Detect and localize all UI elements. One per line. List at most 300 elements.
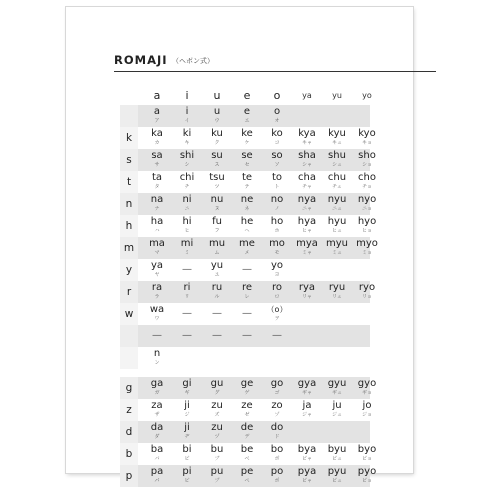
katakana-text: オ <box>274 118 280 124</box>
syllable-cell <box>355 444 379 465</box>
column-header-yo: yo <box>362 91 372 100</box>
romaji-text: jo <box>362 400 372 411</box>
romaji-text: pya <box>297 466 317 477</box>
katakana-text: ミョ <box>362 250 372 256</box>
romaji-text: pi <box>182 466 192 477</box>
syllable-cell <box>235 150 259 171</box>
katakana-text: キョ <box>361 140 372 146</box>
syllable-cell <box>145 304 169 325</box>
romaji-text: sho <box>358 150 376 161</box>
syllable-cell <box>205 304 229 325</box>
romaji-text: tsu <box>209 172 225 183</box>
table-row <box>120 171 376 193</box>
syllable-cell <box>145 378 169 399</box>
romaji-text: wa <box>149 304 165 315</box>
syllable-cell <box>265 238 289 259</box>
katakana-text: ア <box>154 118 160 124</box>
romaji-text: sha <box>298 150 316 161</box>
katakana-text: ヒョ <box>361 228 372 234</box>
syllable-cell <box>265 466 289 487</box>
romaji-text: hyu <box>327 216 347 227</box>
romaji-text: n <box>153 348 161 359</box>
table-row <box>120 347 370 369</box>
table-row <box>120 421 370 443</box>
table-row <box>120 215 377 237</box>
romaji-text: zu <box>211 422 223 433</box>
romaji-text: cha <box>298 172 316 183</box>
syllable-cell <box>325 466 349 487</box>
katakana-text: ウ <box>214 118 220 124</box>
column-header-e: e <box>243 89 251 102</box>
romaji-text: go <box>270 378 284 389</box>
romaji-text: pu <box>210 466 224 477</box>
empty-dash: — <box>272 330 282 341</box>
syllable-cell <box>265 128 289 149</box>
katakana-text: ヂ <box>184 434 190 440</box>
katakana-text: チュ <box>332 184 342 190</box>
katakana-text: ス <box>214 162 220 168</box>
katakana-text: ユ <box>214 272 220 278</box>
syllable-cell <box>145 172 169 193</box>
syllable-cell <box>175 238 199 259</box>
column-header-u: u <box>213 89 221 102</box>
syllable-cell <box>235 326 259 347</box>
table-row <box>120 193 377 215</box>
katakana-text: ショ <box>362 162 372 168</box>
row-label: d <box>120 421 138 443</box>
romaji-text: gi <box>182 378 192 389</box>
katakana-text: ミャ <box>302 250 312 256</box>
romaji-text: ya <box>150 260 164 271</box>
row-label: s <box>120 149 138 171</box>
syllable-cell <box>175 282 199 303</box>
syllable-cell <box>205 128 229 149</box>
katakana-text: ベ <box>244 456 250 462</box>
katakana-text: ニ <box>184 206 190 212</box>
row-label: w <box>120 303 138 325</box>
romaji-text: hya <box>297 216 317 227</box>
katakana-text: ギュ <box>331 390 342 396</box>
syllable-cell <box>265 378 289 399</box>
katakana-text: ヤ <box>154 272 160 278</box>
katakana-text: ホ <box>274 228 280 234</box>
katakana-text: ク <box>214 140 220 146</box>
row-label: k <box>120 127 138 149</box>
romaji-text: ryo <box>358 282 376 293</box>
column-header-ya: ya <box>302 91 312 100</box>
syllable-cell <box>265 150 289 171</box>
syllable-cell <box>145 400 169 421</box>
romaji-text: ge <box>240 378 254 389</box>
katakana-text: タ <box>154 184 160 190</box>
katakana-text: コ <box>274 140 280 146</box>
katakana-text: ビョ <box>361 456 372 462</box>
syllable-cell <box>325 216 349 237</box>
romaji-text: ru <box>211 282 223 293</box>
romaji-text: ryu <box>328 282 346 293</box>
row-label: g <box>120 377 138 399</box>
katakana-text: ヘ <box>244 228 250 234</box>
katakana-text: ネ <box>244 206 250 212</box>
syllable-cell <box>175 194 199 215</box>
syllable-cell <box>355 378 379 399</box>
romaji-text: su <box>211 150 223 161</box>
column-header-yu: yu <box>332 91 342 100</box>
romaji-text: ju <box>332 400 342 411</box>
syllable-cell <box>355 172 379 193</box>
katakana-text: ニャ <box>301 206 312 212</box>
empty-dash: — <box>182 330 192 341</box>
romaji-text: he <box>240 216 254 227</box>
syllable-cell <box>205 466 229 487</box>
syllable-cell <box>325 378 349 399</box>
page-subtitle: （ヘボン式） <box>172 57 214 65</box>
romaji-text: fu <box>212 216 222 227</box>
romaji-text: u <box>213 106 221 117</box>
romaji-text: byu <box>327 444 347 455</box>
column-header-a: a <box>153 89 161 102</box>
syllable-cell <box>265 326 289 347</box>
katakana-text: ヒャ <box>301 228 312 234</box>
syllable-cell <box>235 378 259 399</box>
katakana-text: ギャ <box>301 390 312 396</box>
table-row <box>120 303 370 325</box>
romaji-text: byo <box>357 444 377 455</box>
katakana-text: キュ <box>331 140 342 146</box>
katakana-text: キャ <box>301 140 312 146</box>
romaji-text: se <box>241 150 253 161</box>
row-label <box>120 105 138 127</box>
syllable-cell <box>145 422 169 443</box>
romaji-text: rya <box>298 282 316 293</box>
table-row <box>120 237 378 259</box>
syllable-cell <box>205 282 229 303</box>
katakana-text: ゾ <box>274 412 280 418</box>
romaji-text: pyu <box>327 466 347 477</box>
syllable-cell <box>265 304 289 325</box>
syllable-cell <box>145 150 169 171</box>
katakana-text: ミ <box>184 250 190 256</box>
syllable-cell <box>175 444 199 465</box>
romaji-text: ra <box>151 282 163 293</box>
syllable-cell <box>175 466 199 487</box>
katakana-text: ズ <box>214 412 220 418</box>
table-row <box>120 325 370 347</box>
syllable-cell <box>145 348 169 369</box>
syllable-cell <box>205 106 229 127</box>
romaji-text: ki <box>182 128 192 139</box>
table-row <box>120 149 376 171</box>
syllable-cell <box>145 260 169 281</box>
katakana-text: ハ <box>154 228 160 234</box>
katakana-text: ド <box>274 434 280 440</box>
syllable-cell <box>295 216 319 237</box>
syllable-cell <box>295 172 319 193</box>
romaji-text: ga <box>150 378 164 389</box>
syllable-cell <box>175 422 199 443</box>
romaji-text: ho <box>270 216 284 227</box>
katakana-text: ツ <box>214 184 220 190</box>
romaji-text: kyo <box>358 128 376 139</box>
romaji-text: na <box>150 194 164 205</box>
empty-dash: — <box>182 308 192 319</box>
romaji-text: me <box>239 238 255 249</box>
syllable-cell <box>205 150 229 171</box>
romaji-text: nyu <box>327 194 347 205</box>
katakana-text: ニョ <box>361 206 372 212</box>
katakana-text: ボ <box>274 456 280 462</box>
table-row <box>120 465 377 487</box>
romaji-text: ze <box>241 400 253 411</box>
katakana-text: ヲ <box>274 316 280 322</box>
syllable-cell <box>235 444 259 465</box>
romaji-text: ni <box>182 194 192 205</box>
romaji-text: be <box>240 444 254 455</box>
romaji-text: zu <box>211 400 223 411</box>
romaji-text: kyu <box>328 128 346 139</box>
syllable-cell <box>205 400 229 421</box>
katakana-text: ブ <box>214 456 220 462</box>
katakana-text: ヌ <box>214 206 220 212</box>
syllable-cell <box>235 260 259 281</box>
romaji-text: da <box>150 422 164 433</box>
katakana-text: ロ <box>274 294 280 300</box>
syllable-cell <box>295 194 319 215</box>
table-row <box>120 105 370 127</box>
syllable-cell <box>175 128 199 149</box>
katakana-text: デ <box>244 434 250 440</box>
romaji-text: ke <box>241 128 253 139</box>
katakana-text: チ <box>184 184 190 190</box>
syllable-cell <box>175 172 199 193</box>
katakana-text: グ <box>214 390 220 396</box>
syllable-cell <box>175 326 199 347</box>
syllable-cell <box>355 194 379 215</box>
romaji-text: te <box>241 172 253 183</box>
syllable-cell <box>325 194 349 215</box>
syllable-cell <box>145 326 169 347</box>
romaji-text: ne <box>240 194 254 205</box>
katakana-text: ビ <box>184 456 190 462</box>
romaji-text: ku <box>211 128 223 139</box>
katakana-text: リ <box>184 294 190 300</box>
syllable-cell <box>235 128 259 149</box>
syllable-cell <box>355 238 379 259</box>
row-label: y <box>120 259 138 281</box>
empty-dash: — <box>242 330 252 341</box>
katakana-text: ビュ <box>331 456 342 462</box>
romaji-text: pyo <box>357 466 377 477</box>
syllable-cell <box>265 172 289 193</box>
romaji-text: a <box>153 106 161 117</box>
row-label <box>120 347 138 369</box>
katakana-text: ジョ <box>362 412 372 418</box>
empty-dash: — <box>242 264 252 275</box>
romaji-text: mo <box>269 238 285 249</box>
syllable-cell <box>295 378 319 399</box>
syllable-cell <box>205 194 229 215</box>
romaji-text: ta <box>151 172 163 183</box>
romaji-text: to <box>271 172 283 183</box>
romaji-text: mya <box>296 238 318 249</box>
katakana-text: ジュ <box>332 412 342 418</box>
empty-dash: — <box>212 330 222 341</box>
romaji-text: nya <box>297 194 317 205</box>
syllable-cell <box>265 106 289 127</box>
katakana-text: ル <box>214 294 220 300</box>
katakana-text: ワ <box>154 316 160 322</box>
katakana-text: サ <box>154 162 160 168</box>
romaji-text: no <box>270 194 284 205</box>
syllable-cell <box>145 194 169 215</box>
katakana-text: ノ <box>274 206 280 212</box>
katakana-text: ジ <box>184 412 190 418</box>
syllable-cell <box>265 260 289 281</box>
row-label <box>120 325 138 347</box>
katakana-text: モ <box>274 250 280 256</box>
katakana-text: ギョ <box>361 390 372 396</box>
katakana-text: ケ <box>244 140 250 146</box>
romaji-text: cho <box>358 172 376 183</box>
katakana-text: ト <box>274 184 280 190</box>
katakana-text: イ <box>184 118 190 124</box>
katakana-text: レ <box>244 294 250 300</box>
katakana-text: ガ <box>154 390 160 396</box>
syllable-cell <box>175 378 199 399</box>
katakana-text: シュ <box>332 162 342 168</box>
syllable-cell <box>235 400 259 421</box>
katakana-text: ジャ <box>302 412 312 418</box>
katakana-text: カ <box>154 140 160 146</box>
syllable-cell <box>355 282 379 303</box>
romaji-text: ro <box>271 282 282 293</box>
syllable-cell <box>205 238 229 259</box>
syllable-cell <box>325 172 349 193</box>
syllable-cell <box>235 422 259 443</box>
romaji-text: po <box>270 466 284 477</box>
romaji-text: o <box>273 106 281 117</box>
katakana-text: エ <box>244 118 250 124</box>
romaji-text: yu <box>210 260 224 271</box>
katakana-text: キ <box>184 140 190 146</box>
katakana-text: ヅ <box>214 434 220 440</box>
syllable-cell <box>325 444 349 465</box>
romaji-text: gyo <box>357 378 377 389</box>
romaji-text: chi <box>179 172 195 183</box>
empty-dash: — <box>152 330 162 341</box>
katakana-text: ポ <box>274 478 280 484</box>
romaji-text: shu <box>328 150 346 161</box>
romaji-text: mi <box>180 238 194 249</box>
romaji-text: ma <box>149 238 165 249</box>
katakana-text: ラ <box>154 294 160 300</box>
syllable-cell <box>145 238 169 259</box>
title-bar <box>114 53 436 72</box>
row-label: p <box>120 465 138 487</box>
syllable-cell <box>265 282 289 303</box>
syllable-cell <box>265 194 289 215</box>
katakana-text: ヒュ <box>331 228 342 234</box>
row-label: t <box>120 171 138 193</box>
romaji-text: chu <box>327 172 347 183</box>
romaji-text: e <box>243 106 251 117</box>
syllable-cell <box>235 216 259 237</box>
syllable-cell <box>235 106 259 127</box>
romaji-text: hyo <box>357 216 377 227</box>
romaji-text: pa <box>150 466 164 477</box>
row-label: r <box>120 281 138 303</box>
romaji-text: ji <box>184 400 190 411</box>
romaji-text: ko <box>271 128 283 139</box>
romaji-text: ka <box>151 128 163 139</box>
katakana-text: ン <box>154 360 160 366</box>
romaji-text: bya <box>297 444 317 455</box>
katakana-text: ピュ <box>331 478 342 484</box>
katakana-text: チョ <box>362 184 372 190</box>
column-header-o: o <box>273 89 281 102</box>
syllable-cell <box>325 150 349 171</box>
syllable-cell <box>205 216 229 237</box>
katakana-text: ム <box>214 250 220 256</box>
table-row <box>120 443 377 465</box>
row-label: n <box>120 193 138 215</box>
syllable-cell <box>355 128 379 149</box>
katakana-text: ビャ <box>301 456 312 462</box>
romaji-text: ji <box>184 422 190 433</box>
syllable-cell <box>235 238 259 259</box>
romaji-text: shi <box>179 150 195 161</box>
romaji-text: i <box>185 106 189 117</box>
katakana-text: シ <box>184 162 190 168</box>
row-label: b <box>120 443 138 465</box>
romaji-text: bu <box>210 444 224 455</box>
romaji-text: mu <box>208 238 226 249</box>
syllable-cell <box>295 128 319 149</box>
syllable-cell <box>205 378 229 399</box>
romaji-text: bi <box>182 444 192 455</box>
table-row <box>120 281 376 303</box>
romaji-text: myu <box>326 238 348 249</box>
katakana-text: リャ <box>302 294 312 300</box>
romaji-text: za <box>151 400 163 411</box>
katakana-text: リョ <box>362 294 372 300</box>
syllable-cell <box>145 466 169 487</box>
romaji-text: ba <box>150 444 164 455</box>
syllable-cell <box>145 282 169 303</box>
romaji-text: bo <box>270 444 284 455</box>
romaji-text: zo <box>271 400 283 411</box>
syllable-cell <box>175 304 199 325</box>
romaji-text: de <box>240 422 254 433</box>
romaji-text: nu <box>210 194 224 205</box>
katakana-text: チャ <box>302 184 312 190</box>
row-label: z <box>120 399 138 421</box>
romaji-text: myo <box>356 238 378 249</box>
katakana-text: ナ <box>154 206 160 212</box>
syllable-cell <box>175 260 199 281</box>
katakana-text: ミュ <box>332 250 342 256</box>
romaji-text: ri <box>183 282 191 293</box>
katakana-text: ゼ <box>244 412 250 418</box>
syllable-cell <box>175 216 199 237</box>
syllable-cell <box>175 400 199 421</box>
katakana-text: ギ <box>184 390 190 396</box>
syllable-cell <box>325 238 349 259</box>
katakana-text: メ <box>244 250 250 256</box>
syllable-cell <box>175 106 199 127</box>
table-row <box>120 127 376 149</box>
katakana-text: ダ <box>154 434 160 440</box>
